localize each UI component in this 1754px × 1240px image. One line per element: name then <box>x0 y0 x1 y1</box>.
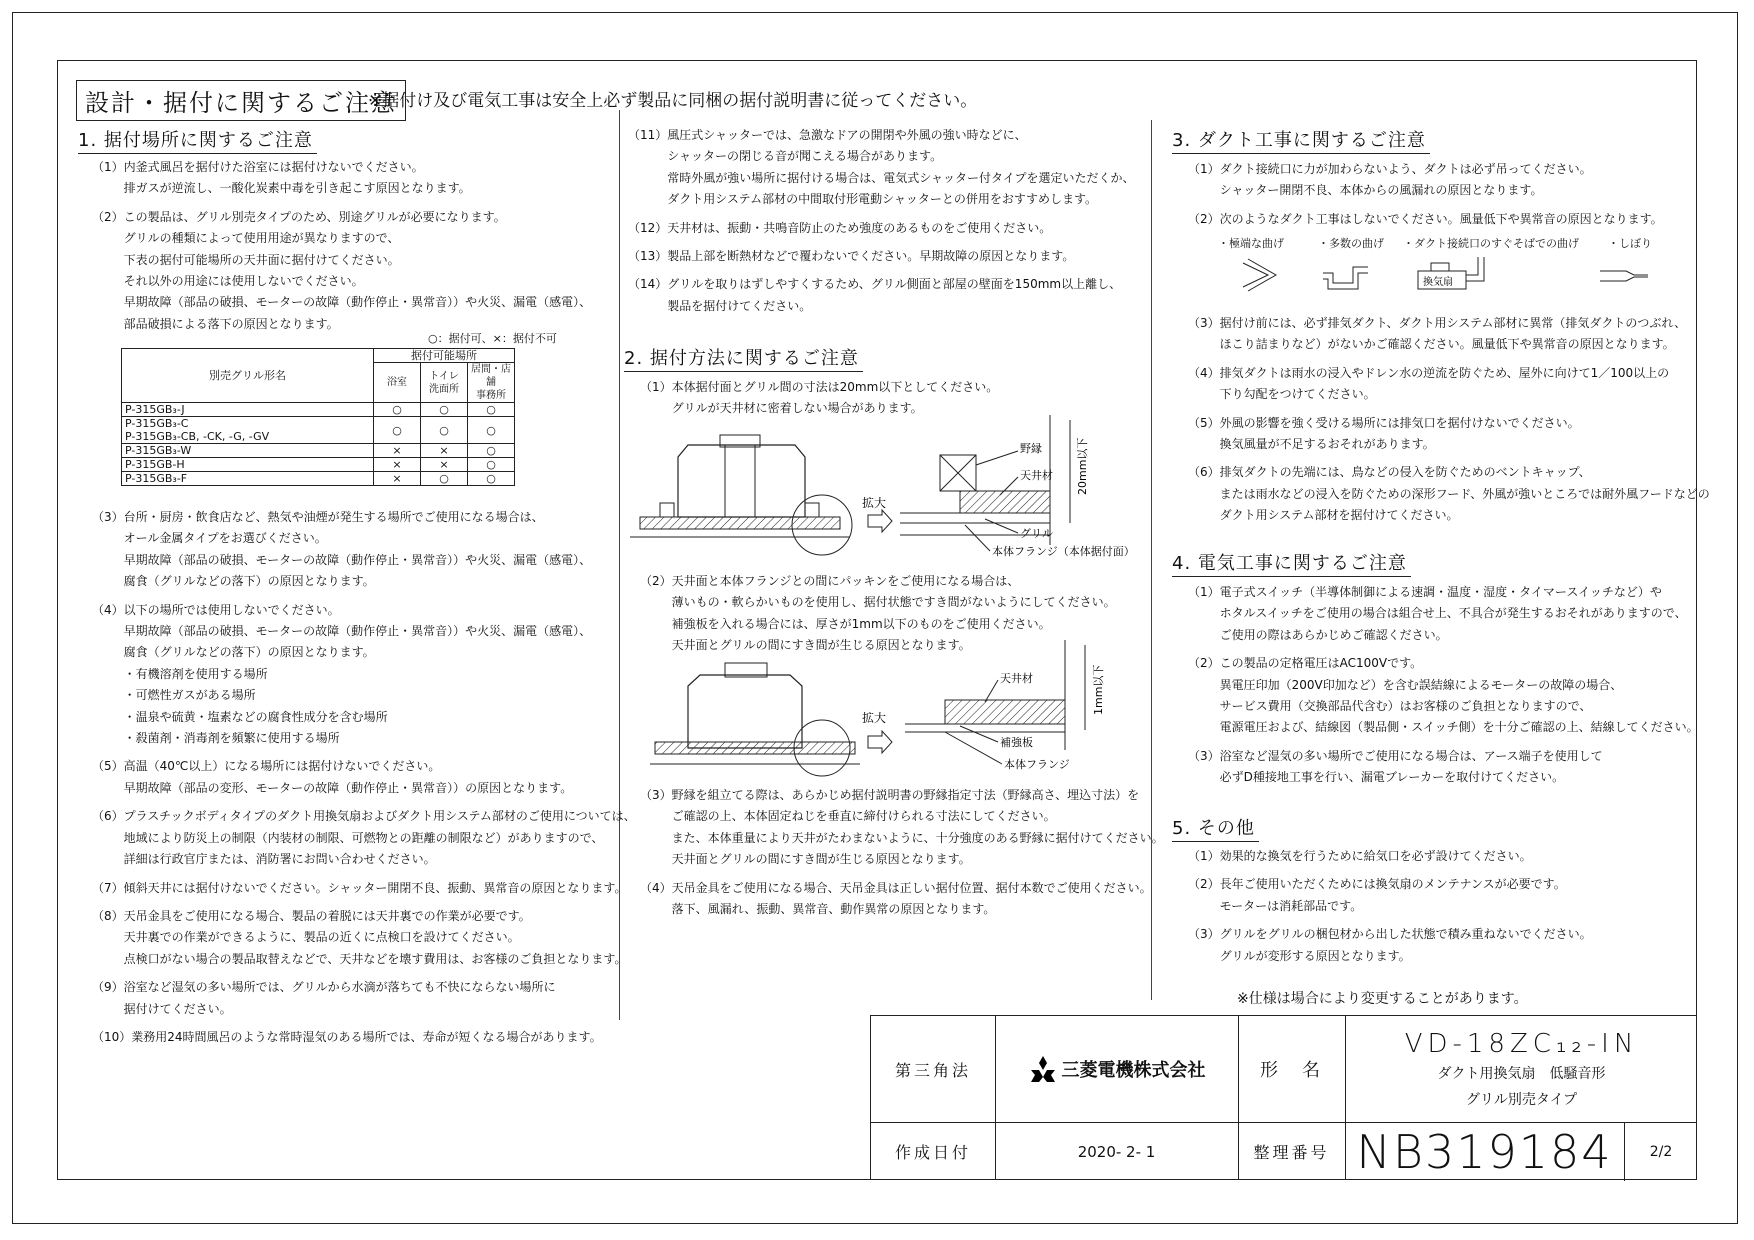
list-item <box>92 878 627 899</box>
item-line: 効果的な換気を行うために給気口を必ず設けてください。 <box>1219 849 1532 863</box>
item-number: （1） <box>640 380 672 394</box>
list-item <box>1188 582 1688 646</box>
model-label: 形 名 <box>1260 1060 1323 1081</box>
table-row <box>122 444 515 458</box>
item-line: この製品の定格電圧はAC100Vです。 <box>1219 656 1423 671</box>
item-line: 早期故障（部品の破損、モーターの故障（動作停止・異常音））や火災、漏電（感電）、 <box>123 552 592 567</box>
item-line: 早期故障（部品の変形、モーターの故障（動作停止・異常音））の原因となります。 <box>123 780 573 795</box>
item-number: （9） <box>92 980 124 995</box>
item-number: （11） <box>628 128 668 142</box>
item-line: ・殺菌剤・消毒剤を頻繁に使用する場所 <box>123 731 340 746</box>
date-label: 作成日付 <box>894 1143 971 1162</box>
item-line: 電源電圧および、結線図（製品側・スイッチ側）を十分ご確認の上、結線してください。 <box>1219 720 1699 735</box>
item-number: （8） <box>92 908 124 923</box>
item-number: （5） <box>1188 415 1220 430</box>
section-5-title: 5. その他 <box>1172 814 1259 842</box>
list-item <box>92 157 592 200</box>
item-number: （1） <box>1188 849 1220 863</box>
item-number: （10） <box>92 1029 132 1044</box>
item-line: グリルが変形する原因となります。 <box>1219 948 1411 963</box>
company-logo-block <box>995 1016 1238 1122</box>
table-cell-mark: × <box>374 444 421 458</box>
item-number: （2） <box>92 209 124 224</box>
list-item <box>1188 462 1710 526</box>
list-item <box>1188 874 1688 917</box>
item-number: （5） <box>92 759 124 774</box>
grille-table <box>121 348 515 486</box>
grille-model: P-315GB₃-C P-315GB₃-CB, -CK, -G, -GV <box>122 417 374 444</box>
item-line: 詳細は行政官庁または、消防署にお問い合わせください。 <box>123 852 436 867</box>
item-number: （2） <box>1188 656 1220 671</box>
fig1-label-flange: 本体フランジ（本体据付面） <box>992 545 1135 558</box>
table-cell-mark: ○ <box>468 403 515 417</box>
item-line: グリルが天井材に密着しない場合があります。 <box>671 401 923 416</box>
title-block <box>870 1015 1697 1180</box>
item-line: 浴室など湿気の多い場所でご使用になる場合は、アース端子を使用して <box>1219 748 1603 763</box>
duct-bad-a: ・極端な曲げ <box>1218 237 1284 250</box>
item-line: ・温泉や硫黄・塩素などの腐食性成分を含む場所 <box>123 709 388 724</box>
section-1-items-b <box>92 507 636 1055</box>
list-item <box>92 507 622 593</box>
item-line: それ以外の用途には使用しないでください。 <box>123 274 364 289</box>
list-item <box>92 207 592 335</box>
fig2-label-plate: 補強板 <box>1000 736 1033 749</box>
list-item <box>1188 209 1688 230</box>
fig1-label-ceiling: 天井材 <box>1020 469 1053 482</box>
table-cell-mark: ○ <box>421 417 468 444</box>
item-line: 長年ご使用いただくためには換気扇のメンテナンスが必要です。 <box>1219 877 1566 892</box>
item-line: 業務用24時間風呂のような常時湿気のある場所では、寿命が短くなる場合があります。 <box>131 1029 602 1044</box>
date-value: 2020- 2- 1 <box>1077 1142 1156 1161</box>
item-line: 下表の据付可能場所の天井面に据付けてください。 <box>123 252 400 267</box>
item-line: 天井材は、振動・共鳴音防止のため強度のあるものをご使用ください。 <box>667 220 1052 235</box>
item-line: 早期故障（部品の破損、モーターの故障（動作停止・異常音））や火災、漏電（感電）、 <box>123 295 592 310</box>
list-item <box>640 785 1164 871</box>
section-5-items <box>1188 846 1688 974</box>
item-line: ダクト用システム部材を据付けてください。 <box>1219 508 1459 523</box>
list-item <box>92 600 622 750</box>
list-item <box>628 218 1148 239</box>
list-item <box>92 906 627 970</box>
fig1-label-grille: グリル <box>1020 527 1053 540</box>
grille-model: P-315GB₃-J <box>122 403 374 417</box>
item-line: ご使用の際はあらかじめご確認ください。 <box>1219 627 1448 642</box>
table-cell-mark: × <box>374 472 421 486</box>
item-line: 異電圧印加（200V印加など）を含む誤結線によるモーターの故障の場合、 <box>1219 677 1623 692</box>
list-item <box>640 377 1140 420</box>
list-item <box>1188 846 1688 867</box>
item-line: 天井裏での作業ができるように、製品の近くに点検口を設けてください。 <box>123 930 520 945</box>
item-line: 排気ダクトの先端には、鳥などの侵入を防ぐためのベントキャップ、 <box>1219 465 1591 480</box>
list-item <box>1188 363 1688 406</box>
item-line: 部品破損による落下の原因となります。 <box>123 316 339 331</box>
company-name: 三菱電機株式会社 <box>1061 1060 1206 1081</box>
item-line: 外風の影響を強く受ける場所には排気口を据付けないでください。 <box>1219 415 1580 430</box>
section-3-title: 3. ダクト工事に関するご注意 <box>1172 126 1430 154</box>
item-line: 電子式スイッチ（半導体制御による速調・温度・湿度・タイマースイッチなど）や <box>1219 585 1662 599</box>
item-line: 据付け前には、必ず排気ダクト、ダクト用システム部材に異常（排気ダクトのつぶれ、 <box>1219 316 1687 330</box>
item-line: ホタルスイッチをご使用の場合は組合せ上、不具合が発生するおそれがありますので、 <box>1219 606 1687 621</box>
item-line: 製品を据付けてください。 <box>667 298 812 313</box>
section-4-items <box>1188 582 1699 796</box>
section-2-title: 2. 据付方法に関するご注意 <box>624 344 863 372</box>
item-number: （4） <box>1188 365 1220 380</box>
list-item <box>628 246 1148 267</box>
model-block <box>1345 1016 1698 1122</box>
grille-model: P-315GB₃-W <box>122 444 374 458</box>
item-number: （1） <box>1188 162 1220 176</box>
grille-model: P-315GB₃-F <box>122 472 374 486</box>
list-item <box>92 806 636 870</box>
section-1-items-a <box>92 157 592 342</box>
item-line: また、本体重量により天井がたわまないように、十分強度のある野縁に据付けてください。 <box>671 830 1164 845</box>
table-cell-mark: ○ <box>468 472 515 486</box>
item-line: 次のようなダクト工事はしないでください。風量低下や異常音の原因となります。 <box>1219 211 1663 226</box>
item-number: （3） <box>1188 927 1220 942</box>
item-line: 以下の場所では使用しないでください。 <box>123 602 340 617</box>
item-number: （4） <box>640 880 672 895</box>
grille-model: P-315GB-H <box>122 458 374 472</box>
section-4-title: 4. 電気工事に関するご注意 <box>1172 549 1411 577</box>
item-number: （7） <box>92 880 124 895</box>
item-line: 浴室など湿気の多い場所では、グリルから水滴が落ちても不快にならない場所に <box>123 980 556 995</box>
section-3-items-b <box>1188 313 1710 534</box>
table-cell-mark: × <box>421 458 468 472</box>
list-item <box>92 1027 622 1048</box>
item-number: （13） <box>628 249 668 264</box>
fig1-dim-label: 20mm以下 <box>1076 437 1089 495</box>
table-cell-mark: × <box>421 444 468 458</box>
table-cell-mark: ○ <box>468 417 515 444</box>
table-row <box>122 458 515 472</box>
item-line: 換気風量が不足するおそれがあります。 <box>1219 437 1435 452</box>
model-desc-2: グリル別売タイプ <box>1465 1092 1578 1108</box>
list-item <box>1188 313 1688 356</box>
list-item <box>628 125 1148 211</box>
item-line: ご確認の上、本体固定ねじを垂直に締付けられる寸法にしてください。 <box>671 809 1056 824</box>
item-line: ・有機溶剤を使用する場所 <box>123 666 268 681</box>
section-2-items-c <box>640 785 1164 927</box>
spec-change-note: ※仕様は場合により変更することがあります。 <box>1237 991 1528 1007</box>
table-row <box>122 472 515 486</box>
item-line: 風圧式シャッターでは、急激なドアの開閉や外風の強い時などに、 <box>667 128 1027 142</box>
item-line: 下り勾配をつけてください。 <box>1219 387 1376 402</box>
item-line: ダクト用システム部材の中間取付形電動シャッターとの併用をおすすめします。 <box>667 192 1098 207</box>
list-item <box>628 274 1148 317</box>
table-cell-mark: ○ <box>374 417 421 444</box>
model-desc-1: ダクト用換気扇 低騒音形 <box>1437 1066 1606 1082</box>
section-1-items-c <box>628 125 1148 324</box>
item-number: （3） <box>1188 748 1220 763</box>
list-item <box>1188 413 1688 456</box>
item-line: 天井面と本体フランジとの間にパッキンをご使用になる場合は、 <box>671 574 1020 588</box>
item-line: 必ずD種接地工事を行い、漏電ブレーカーを取付けてください。 <box>1219 770 1565 785</box>
figure-gasket <box>640 640 1140 780</box>
list-item <box>92 756 622 799</box>
item-number: （4） <box>92 602 124 617</box>
figure-mounting-gap <box>630 415 1140 565</box>
item-line: 天吊金具をご使用になる場合、天吊金具は正しい据付位置、据付本数でご使用ください。 <box>671 880 1152 895</box>
page-title: 設計・据付に関するご注意 <box>76 80 406 121</box>
item-number: （3） <box>92 510 124 524</box>
item-line: 常時外風が強い場所に据付ける場合は、電気式シャッター付タイプを選定いただくか、 <box>667 170 1135 185</box>
item-line: 本体据付面とグリル間の寸法は20mm以下としてください。 <box>671 380 999 394</box>
model-name: VD-18ZC₁₂-IN <box>1404 1029 1639 1059</box>
item-line: 製品上部を断熱材などで覆わないでください。早期故障の原因となります。 <box>667 249 1075 264</box>
table-cell-mark: ○ <box>421 472 468 486</box>
projection-label: 第三角法 <box>894 1060 971 1080</box>
item-line: 地域により防災上の制限（内装材の制限、可燃物との距離の制限など）がありますので、 <box>123 830 604 845</box>
doc-number: NB319184 <box>1356 1124 1613 1179</box>
item-line: シャッター開閉不良、本体からの風漏れの原因となります。 <box>1219 183 1543 198</box>
item-line: 野縁を組立てる際は、あらかじめ据付説明書の野縁指定寸法（野縁高さ、埋込寸法）を <box>671 788 1140 802</box>
item-line: プラスチックボディタイプのダクト用換気扇およびダクト用システム部材のご使用については、 <box>123 809 636 824</box>
item-line: 腐食（グリルなどの落下）の原因となります。 <box>123 645 375 660</box>
duct-bad-examples <box>1218 235 1688 295</box>
item-line: 早期故障（部品の破損、モーターの故障（動作停止・異常音））や火災、漏電（感電）、 <box>123 624 592 639</box>
item-line: 天吊金具をご使用になる場合、製品の着脱には天井裏での作業が必要です。 <box>123 908 531 923</box>
table-cell-mark: ○ <box>468 458 515 472</box>
doc-no-label: 整理番号 <box>1253 1143 1330 1162</box>
item-number: （6） <box>92 809 124 824</box>
item-line: この製品は、グリル別売タイプのため、別途グリルが必要になります。 <box>123 209 506 224</box>
item-line: 天井面とグリルの間にすき間が生じる原因となります。 <box>671 638 971 653</box>
page-number: 2/2 <box>1649 1143 1673 1160</box>
item-line: グリルをグリルの梱包材から出した状態で積み重ねないでください。 <box>1219 927 1592 942</box>
item-number: （14） <box>628 277 668 292</box>
item-line: 台所・厨房・飲食店など、熱気や油煙が発生する場所でご使用になる場合は、 <box>123 510 544 524</box>
table-col-header: 浴室 <box>374 363 421 403</box>
table-row <box>122 403 515 417</box>
item-number: （1） <box>1188 585 1220 599</box>
item-number: （2） <box>640 574 672 588</box>
table-header-group: 据付可能場所 <box>374 349 515 363</box>
item-line: 排気ダクトは雨水の浸入やドレン水の逆流を防ぐため、屋外に向けて1／100以上の <box>1219 365 1670 380</box>
item-line: 落下、風漏れ、振動、異常音、動作異常の原因となります。 <box>671 902 996 917</box>
item-number: （1） <box>92 160 124 174</box>
duct-bad-c: ・ダクト接続口のすぐそばでの曲げ <box>1403 237 1579 250</box>
fig2-label-flange: 本体フランジ <box>1004 758 1070 771</box>
table-row <box>122 417 515 444</box>
duct-fan-label: 換気扇 <box>1423 277 1453 288</box>
safety-note: ※据付け及び電気工事は安全上必ず製品に同梱の据付説明書に従ってください。 <box>368 91 978 111</box>
item-line: シャッターの閉じる音が聞こえる場合があります。 <box>667 149 943 164</box>
list-item <box>1188 924 1688 967</box>
duct-bad-b: ・多数の曲げ <box>1318 237 1384 250</box>
list-item <box>640 878 1160 921</box>
table-legend: ○：据付可、×：据付不可 <box>428 332 557 345</box>
fig2-zoom-label: 拡大 <box>862 711 887 725</box>
item-line: グリルの種類によって使用用途が異なりますので、 <box>123 231 400 246</box>
item-line: グリルを取りはずしやすくするため、グリル側面と部屋の壁面を150mm以上離し、 <box>667 277 1122 292</box>
duct-bad-drawings <box>1218 255 1688 295</box>
table-cell-mark: × <box>374 458 421 472</box>
list-item <box>92 977 622 1020</box>
item-line: サービス費用（交換部品代含む）はお客様のご負担となりますので、 <box>1219 699 1592 714</box>
item-line: 補強板を入れる場合には、厚さが1mm以下のものをご使用ください。 <box>671 616 1051 631</box>
item-number: （12） <box>628 220 668 235</box>
item-line: 据付けてください。 <box>123 1001 232 1016</box>
item-line: ダクト接続口に力が加わらないよう、ダクトは必ず吊ってください。 <box>1219 162 1592 176</box>
table-cell-mark: ○ <box>468 444 515 458</box>
item-line: または雨水などの浸入を防ぐための深形フード、外風が強いところでは耐外風フードなどの <box>1219 486 1710 501</box>
item-line: 傾斜天井には据付けないでください。シャッター開閉不良、振動、異常音の原因となります。 <box>123 880 627 895</box>
fig1-label-batten: 野縁 <box>1020 442 1042 455</box>
item-number: （3） <box>640 788 672 802</box>
table-col-header: 居間・店舗 事務所 <box>468 363 515 403</box>
item-line: オール金属タイプをお選びください。 <box>123 531 327 546</box>
fig2-label-ceiling: 天井材 <box>1000 672 1033 685</box>
fig2-dim-label: 1mm以下 <box>1092 664 1105 715</box>
fig1-zoom-label: 拡大 <box>862 496 887 510</box>
list-item <box>1188 159 1688 202</box>
section-1-title: 1. 据付場所に関するご注意 <box>78 126 317 154</box>
item-number: （3） <box>1188 316 1220 330</box>
list-item <box>1188 653 1699 739</box>
item-line: ほこり詰まりなど）がないかご確認ください。風量低下や異常音の原因となります。 <box>1219 337 1675 352</box>
item-line: 排ガスが逆流し、一酸化炭素中毒を引き起こす原因となります。 <box>123 181 471 196</box>
item-number: （2） <box>1188 877 1220 892</box>
section-3-items-a <box>1188 159 1688 237</box>
item-line: 内釜式風呂を据付けた浴室には据付けないでください。 <box>123 160 424 174</box>
item-line: 天井面とグリルの間にすき間が生じる原因となります。 <box>671 852 971 867</box>
list-item <box>1188 746 1688 789</box>
duct-bad-d: ・しぼり <box>1608 237 1652 250</box>
item-line: 点検口がない場合の製品取替えなどで、天井などを壊す費用は、お客様のご負担となります。 <box>123 951 627 966</box>
item-number: （2） <box>1188 211 1220 226</box>
item-line: 腐食（グリルなどの落下）の原因となります。 <box>123 574 375 589</box>
table-col-header: トイレ 洗面所 <box>421 363 468 403</box>
item-line: モーターは消耗部品です。 <box>1219 898 1363 913</box>
item-line: 薄いもの・軟らかいものを使用し、据付状態ですき間がないようにしてください。 <box>671 595 1116 610</box>
item-line: ・可燃性ガスがある場所 <box>123 688 256 703</box>
item-line: 高温（40℃以上）になる場所には据付けないでください。 <box>123 759 441 774</box>
item-number: （6） <box>1188 465 1220 480</box>
table-header-name: 別売グリル形名 <box>122 349 374 403</box>
table-cell-mark: ○ <box>374 403 421 417</box>
mitsubishi-logo-icon <box>1028 1056 1058 1082</box>
table-cell-mark: ○ <box>421 403 468 417</box>
